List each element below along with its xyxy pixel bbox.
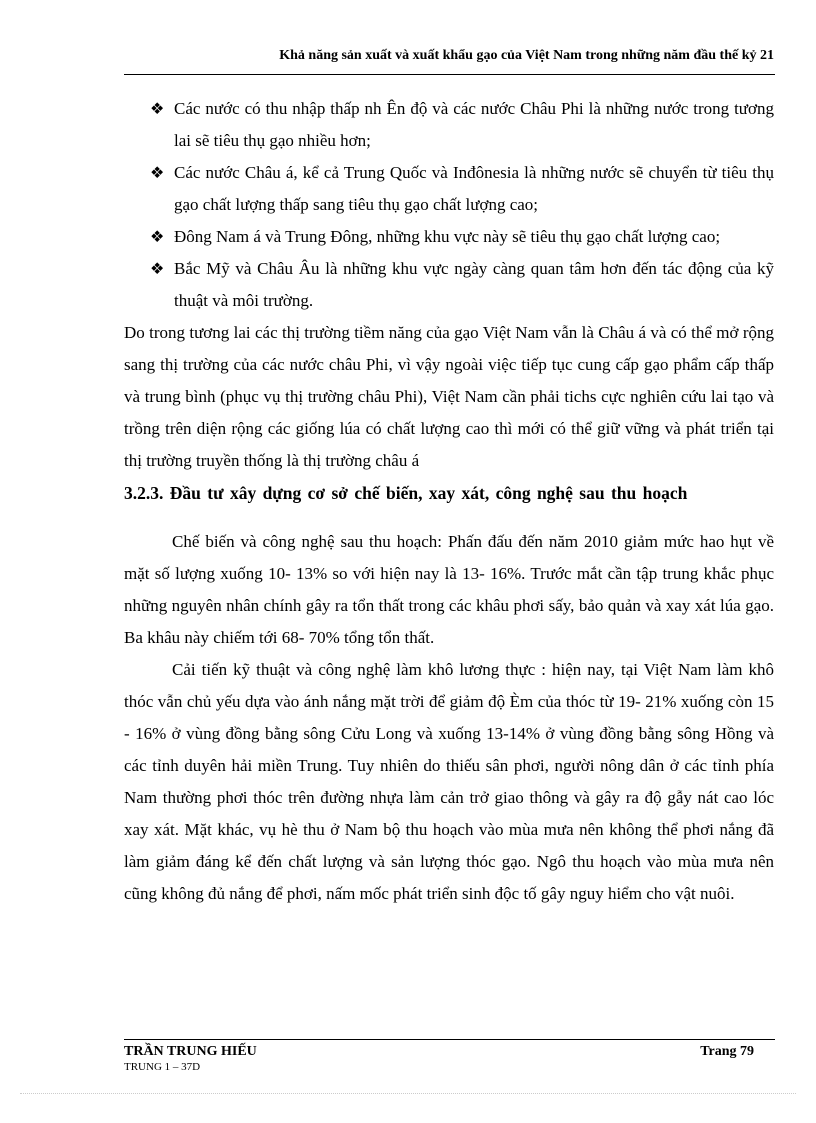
header-rule [124,74,775,75]
running-header-title: Khả năng sản xuất và xuất khẩu gạo của Việt Nam trong những năm đầu thế kỷ 21 [279,48,774,63]
diamond-bullet-icon: ❖ [150,259,165,278]
footer-author: TRẦN TRUNG HIẾU [124,1044,257,1059]
bullet-text: Đông Nam á và Trung Đông, những khu vực này sẽ tiêu thụ gạo chất lượng cao; [174,227,721,246]
market-paragraph: Do trong tương lai các thị trường tiềm năng của gạo Việt Nam vẫn là Châu á và có thể mở rộng sang thị trường của các nước châu Phi, vì vậy ngoài việc tiếp tục cung cấp gạo phẩm cấp thấp và trung bình (phục vụ thị trường châu Phi), Việt Nam cần phải tichs cực nghiên cứu lai tạo và trồng trên diện rộng các giống lúa có chất lượng cao thì mới có thể giữ vững và phát triển tại thị trường truyền thống là thị trường châu á [124,323,774,470]
diamond-bullet-icon: ❖ [150,99,165,118]
section-heading: 3.2.3. Đầu tư xây dựng cơ sở chế biến, xay xát, công nghệ sau thu hoạch [124,483,688,503]
body-text [124,93,774,910]
diamond-bullet-icon: ❖ [150,227,165,246]
footer-rule [124,1039,775,1040]
diamond-bullet-icon: ❖ [150,163,165,182]
bullet-item [124,221,774,253]
section-paragraph-drying: Cải tiến kỹ thuật và công nghệ làm khô lương thực : hiện nay, tại Việt Nam làm khô thóc vẫn chủ yếu dựa vào ánh nắng mặt trời để giảm độ Èm của thóc từ 19- 21% xuống còn 15 - 16% ở vùng đồng bằng sông Cửu Long và xuống 13-14% ở vùng đồng bằng sông Hồng và các tỉnh duyên hải miền Trung. Tuy nhiên do thiếu sân phơi, người nông dân ở các tỉnh phía Nam thường phơi thóc trên đường nhựa làm cản trở giao thông và gây ra độ gẫy nát cao lóc xay xát. Mặt khác, vụ hè thu ở Nam bộ thu hoạch vào mùa mưa nên không thể phơi nắng đã làm giảm đáng kể đến chất lượng và sản lượng thóc gạo. Ngô thu hoạch vào mùa mưa nên cũng không đủ nắng để phơi, nấm mốc phát triển sinh độc tố gây nguy hiểm cho vật nuôi. [124,660,774,903]
bullet-text: Các nước Châu á, kể cả Trung Quốc và Inđônesia là những nước sẽ chuyển từ tiêu thụ gạo chất lượng thấp sang tiêu thụ gạo chất lượng cao; [174,163,774,214]
section-paragraph-processing: Chế biến và công nghệ sau thu hoạch: Phấn đấu đến năm 2010 giảm mức hao hụt về mặt số lượng xuống 10- 13% so với hiện nay là 13- 16%. Trước mắt cần tập trung khắc phục những nguyên nhân chính gây ra tổn thất trong các khâu phơi sấy, bảo quản và xay xát lúa gạo. Ba khâu này chiếm tới 68- 70% tổng tổn thất. [124,532,774,647]
page-edge-divider [20,1093,796,1094]
bullet-text: Bắc Mỹ và Châu Âu là những khu vực ngày càng quan tâm hơn đến tác động của kỹ thuật và môi trường. [174,259,774,310]
bullet-item [124,157,774,221]
footer-class: TRUNG 1 – 37D [124,1061,201,1073]
bullet-text: Các nước có thu nhập thấp nh Ên độ và các nước Châu Phi là những nước trong tương lai sẽ tiêu thụ gạo nhiều hơn; [174,99,774,150]
bullet-item [124,93,774,157]
bullet-item [124,253,774,317]
page-number: Trang 79 [700,1044,754,1059]
